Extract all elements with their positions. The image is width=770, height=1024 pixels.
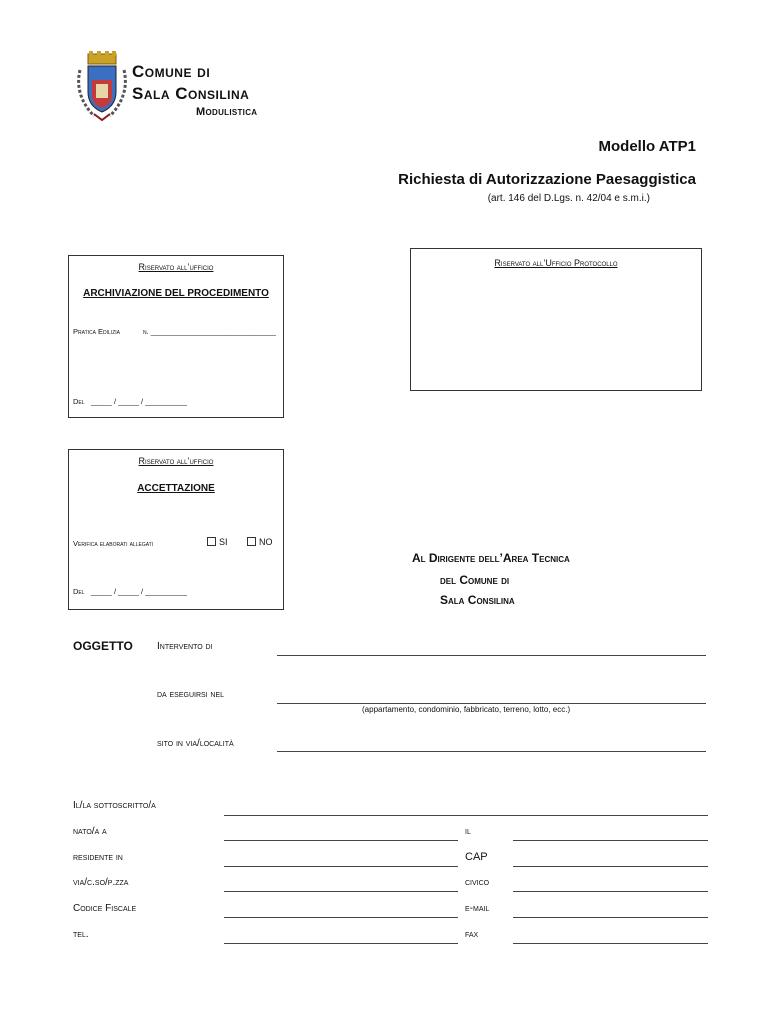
intervento-label: Intervento di [157,641,213,652]
checkbox-no[interactable] [247,537,256,546]
option-yes[interactable] [207,537,228,547]
archive-box-title: ARCHIVIAZIONE DEL PROCEDIMENTO [83,288,269,299]
eseguirsi-label: da eseguirsi nel [157,689,225,700]
checkbox-yes[interactable] [207,537,216,546]
tel-label: tel. [73,929,89,940]
archive-box [68,255,284,418]
codice-fiscale-field[interactable] [224,917,458,918]
pratica-label: Pratica Edilizia [73,327,121,336]
model-title: Modello ATP1 [598,138,696,155]
sottoscritto-field[interactable] [224,815,708,816]
coat-of-arms-icon [72,50,132,122]
protocol-box [410,248,702,391]
birth-date-field[interactable] [513,840,708,841]
request-title: Richiesta di Autorizzazione Paesaggistica [398,171,696,188]
cap-field[interactable] [513,866,708,867]
email-label: e-mail [465,903,490,914]
sito-field[interactable] [277,751,706,752]
recipient-line3: Sala Consilina [440,593,515,607]
org-subtitle: Modulistica [196,106,258,118]
via-field[interactable] [224,891,458,892]
archive-date-field[interactable]: _____ / _____ / __________ [91,397,187,406]
accept-date-field[interactable]: _____ / _____ / __________ [91,587,187,596]
fax-label: fax [465,929,479,940]
org-name-line2: Sala Consilina [132,84,250,103]
verify-label: Verifica elaborati allegati [73,539,154,548]
residente-field[interactable] [224,866,458,867]
email-field[interactable] [513,917,708,918]
codice-fiscale-label: Codice Fiscale [73,903,137,914]
tel-field[interactable] [224,943,458,944]
option-no[interactable] [247,537,273,547]
via-label: via/c.so/p.zza [73,877,129,888]
archive-date-label: Del [73,397,85,406]
org-name-line1: Comune di [132,62,211,81]
nato-label: nato/a a [73,826,107,837]
nato-field[interactable] [224,840,458,841]
accept-box-title: ACCETTAZIONE [137,483,215,494]
civico-label: civico [465,877,490,888]
eseguirsi-field[interactable] [277,703,706,704]
recipient-line2: del Comune di [440,573,510,587]
sottoscritto-label: Il/la sottoscritto/a [73,800,156,811]
pratica-number-field[interactable]: n. ______________________________ [143,327,276,336]
sito-label: sito in via/località [157,738,234,749]
il-label: il [465,826,471,837]
legal-reference: (art. 146 del D.Lgs. n. 42/04 e s.m.i.) [487,193,650,204]
accept-box-head: Riservato all’ufficio [138,456,214,466]
intervento-field[interactable] [277,655,706,656]
archive-box-head: Riservato all’ufficio [138,262,214,272]
oggetto-label: OGGETTO [73,639,133,653]
fax-field[interactable] [513,943,708,944]
residente-label: residente in [73,852,123,863]
protocol-box-head: Riservato all’Ufficio Protocollo [494,258,618,268]
cap-label: CAP [465,851,488,863]
accept-box [68,449,284,610]
recipient-line1: Al Dirigente dell’Area Tecnica [412,551,570,565]
option-no-label: NO [259,537,273,547]
eseguirsi-hint: (appartamento, condominio, fabbricato, terreno, lotto, ecc.) [362,705,571,714]
option-yes-label: SI [219,537,228,547]
accept-date-label: Del [73,587,85,596]
civico-field[interactable] [513,891,708,892]
